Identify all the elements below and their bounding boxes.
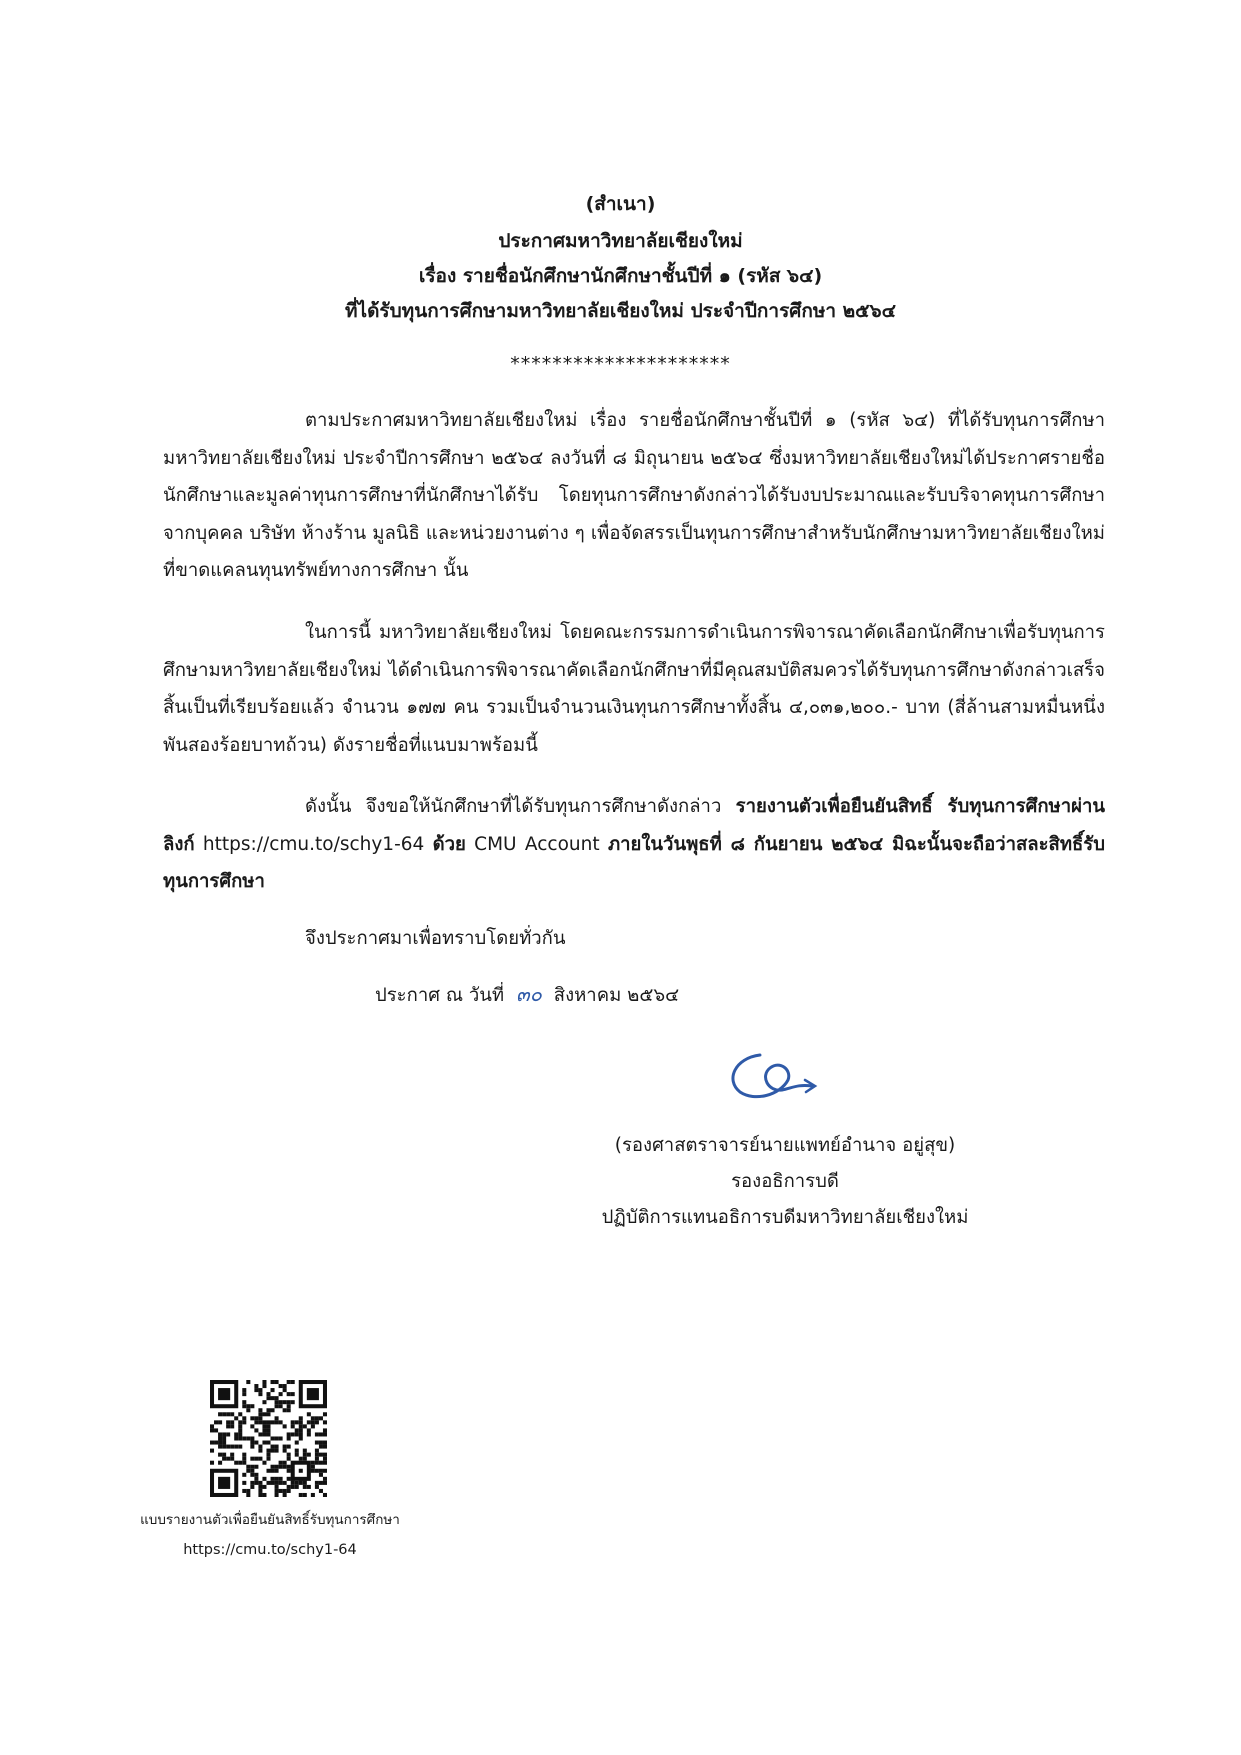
handwritten-day: ๓๐ (516, 982, 542, 1006)
subject-line-2: ที่ได้รับทุนการศึกษามหาวิทยาลัยเชียงใหม่ ประจำปีการศึกษา ๒๕๖๔ (345, 300, 896, 322)
subject-line: เรื่อง รายชื่อนักศึกษานักศึกษาชั้นปีที่ ๑ (รหัส ๖๔) (418, 265, 823, 287)
paragraph-3 (163, 788, 1105, 901)
paragraph-3-bold-3: ภายในวันพุธที่ ๘ กันยายน ๒๕๖๔ มิฉะนั้นจะถือว่าสละสิทธิ์รับทุนการศึกษา (163, 833, 1105, 892)
issuer-title: ประกาศมหาวิทยาลัยเชียงใหม่ (498, 230, 743, 252)
qr-caption: แบบรายงานตัวเพื่อยืนยันสิทธิ์รับทุนการศึกษา (140, 1512, 400, 1528)
closing-line: จึงประกาศมาเพื่อทราบโดยทั่วกัน (305, 928, 566, 949)
paragraph-3-lead: ดังนั้น จึงขอให้นักศึกษาที่ได้รับทุนการศึกษาดังกล่าว (305, 796, 736, 817)
date-line (375, 978, 679, 1010)
paragraph-3-bold-2: ด้วย (432, 833, 466, 855)
paragraph-3-bold: รายงานตัวเพื่อยืนยันสิทธิ์ รับทุนการศึกษาผ่านลิงก์ (163, 796, 1105, 855)
signature-block (560, 1128, 1010, 1236)
date-prefix: ประกาศ ณ วันที่ (375, 985, 505, 1006)
cmu-account-text: CMU Account (465, 833, 608, 855)
signatory-acting: ปฏิบัติการแทนอธิการบดีมหาวิทยาลัยเชียงใหม่ (601, 1207, 969, 1228)
signature-scribble (720, 1040, 830, 1110)
qr-url[interactable]: https://cmu.to/schy1-64 (183, 1542, 357, 1558)
qr-code[interactable] (210, 1380, 327, 1497)
signatory-position: รองอธิการบดี (731, 1171, 839, 1192)
paragraph-2: ในการนี้ มหาวิทยาลัยเชียงใหม่ โดยคณะกรรมการดำเนินการพิจารณาคัดเลือกนักศึกษาเพื่อรับทุนการศึกษามหาวิทยาลัยเชียงใหม่ ได้ดำเนินการพิจารณาคัดเลือกนักศึกษาที่มีคุณสมบัติสมควรได้รับทุนการศึกษาดังกล่าวเสร็จสิ้นเป็นที่เรียบร้อยแล้ว จำนวน ๑๗๗ คน รวมเป็นจำนวนเงินทุนการศึกษาทั้งสิ้น ๔,๐๓๑,๒๐๐.- บาท (สี่ล้านสามหมื่นหนึ่งพันสองร้อยบาทถ้วน) ดังรายชื่อที่แนบมาพร้อมนี้ (163, 622, 1105, 756)
report-link[interactable]: https://cmu.to/schy1-64 (194, 833, 433, 855)
copy-mark: (สำเนา) (585, 193, 656, 215)
date-month-year: สิงหาคม ๒๕๖๔ (553, 985, 680, 1006)
signatory-name: (รองศาสตราจารย์นายแพทย์อำนาจ อยู่สุข) (614, 1135, 956, 1156)
paragraph-1: ตามประกาศมหาวิทยาลัยเชียงใหม่ เรื่อง รายชื่อนักศึกษาชั้นปีที่ ๑ (รหัส ๖๔) ที่ได้รับทุนการศึกษามหาวิทยาลัยเชียงใหม่ ประจำปีการศึกษา ๒๕๖๔ ลงวันที่ ๘ มิถุนายน ๒๕๖๔ ซึ่งมหาวิทยาลัยเชียงใหม่ได้ประกาศรายชื่อนักศึกษาและมูลค่าทุนการศึกษาที่นักศึกษาได้รับ โดยทุนการศึกษาดังกล่าวได้รับงบประมาณและรับบริจาคทุนการศึกษาจากบุคคล บริษัท ห้างร้าน มูลนิธิ และหน่วยงานต่าง ๆ เพื่อจัดสรรเป็นทุนการศึกษาสำหรับนักศึกษามหาวิทยาลัยเชียงใหม่ที่ขาดแคลนทุนทรัพย์ทางการศึกษา นั้น (163, 410, 1105, 581)
separator: ********************* (510, 353, 731, 375)
